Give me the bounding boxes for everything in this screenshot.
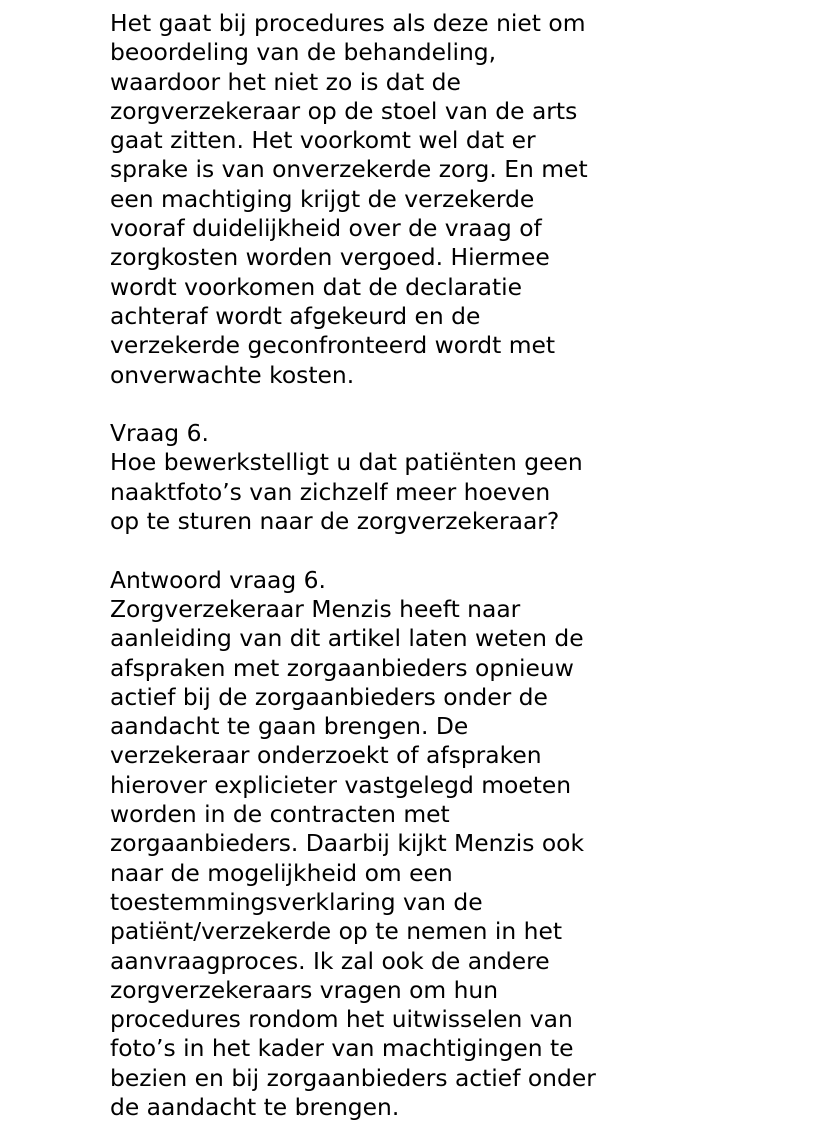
paragraph-line: achteraf wordt afgekeurd en de xyxy=(110,301,481,330)
answer-line: naar de mogelijkheid om een xyxy=(110,858,453,887)
paragraph-line: zorgverzekeraar op de stoel van de arts xyxy=(110,96,578,125)
answer-line: foto’s in het kader van machtigingen te xyxy=(110,1034,574,1063)
answer-line: bezien en bij zorgaanbieders actief onder xyxy=(110,1063,596,1092)
answer-line: afspraken met zorgaanbieders opnieuw xyxy=(110,653,574,682)
answer-line: de aandacht te brengen. xyxy=(110,1092,400,1121)
paragraph-line: onverwachte kosten. xyxy=(110,360,355,389)
answer-section xyxy=(110,566,810,1123)
paragraph-line: zorgkosten worden vergoed. Hiermee xyxy=(110,243,550,272)
question-line: op te sturen naar de zorgverzekeraar? xyxy=(110,507,560,536)
paragraph-line: wordt voorkomen dat de declaratie xyxy=(110,272,523,301)
paragraph-line: beoordeling van de behandeling, xyxy=(110,38,497,67)
answer-line: toestemmingsverklaring van de xyxy=(110,887,483,916)
answer-line: actief bij de zorgaanbieders onder de xyxy=(110,682,548,711)
paragraph-spacer xyxy=(110,390,810,419)
question-heading: Vraag 6. xyxy=(110,419,209,448)
answer-line: aandacht te gaan brengen. De xyxy=(110,712,469,741)
question-section xyxy=(110,419,810,536)
answer-line: Zorgverzekeraar Menzis heeft naar xyxy=(110,594,521,623)
paragraph-line: waardoor het niet zo is dat de xyxy=(110,67,461,96)
paragraph-line: verzekerde geconfronteerd wordt met xyxy=(110,331,556,360)
paragraph-line: sprake is van onverzekerde zorg. En met xyxy=(110,155,588,184)
question-line: Hoe bewerkstelligt u dat patiënten geen xyxy=(110,448,583,477)
question-line: naaktfoto’s van zichzelf meer hoeven xyxy=(110,477,551,506)
answer-line: verzekeraar onderzoekt of afspraken xyxy=(110,741,542,770)
paragraph-line: een machtiging krijgt de verzekerde xyxy=(110,184,535,213)
answer-line: aanleiding van dit artikel laten weten de xyxy=(110,624,584,653)
answer-line: aanvraagproces. Ik zal ook de andere xyxy=(110,946,550,975)
answer-heading: Antwoord vraag 6. xyxy=(110,565,326,594)
document-body xyxy=(110,9,810,1122)
paragraph-line: gaat zitten. Het voorkomt wel dat er xyxy=(110,126,536,155)
answer-line: zorgverzekeraars vragen om hun xyxy=(110,975,499,1004)
answer-line: hierover explicieter vastgelegd moeten xyxy=(110,770,572,799)
answer-line: zorgaanbieders. Daarbij kijkt Menzis ook xyxy=(110,829,585,858)
answer-line: patiënt/verzekerde op te nemen in het xyxy=(110,917,563,946)
paragraph-line: Het gaat bij procedures als deze niet om xyxy=(110,9,586,37)
answer-line: procedures rondom het uitwisselen van xyxy=(110,1005,573,1034)
intro-paragraph xyxy=(110,9,810,390)
answer-line: worden in de contracten met xyxy=(110,800,450,829)
paragraph-line: vooraf duidelijkheid over de vraag of xyxy=(110,214,542,243)
paragraph-spacer xyxy=(110,536,810,565)
